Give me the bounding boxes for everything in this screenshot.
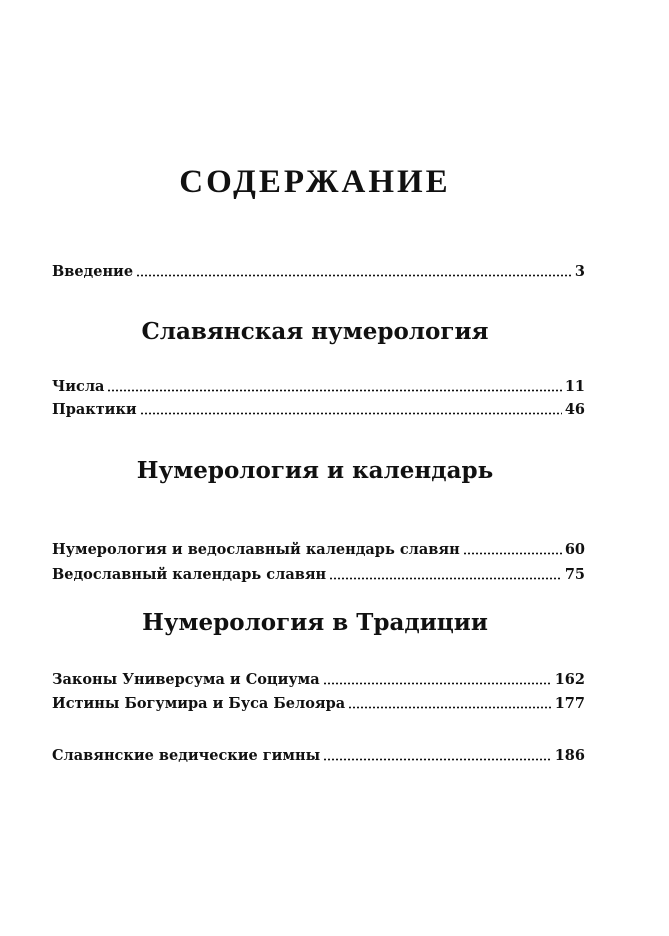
dot-leader — [107, 389, 561, 392]
page-title: СОДЕРЖАНИЕ — [179, 164, 451, 200]
entry-label: Введение — [52, 263, 134, 280]
toc-entry — [52, 565, 585, 585]
entry-page: 3 — [574, 263, 585, 280]
entry-label: Славянские ведические гимны — [52, 747, 321, 764]
entry-page: 11 — [564, 378, 585, 395]
entry-page: 177 — [554, 695, 585, 712]
entry-page: 162 — [554, 671, 585, 688]
entry-label: Числа — [52, 378, 105, 395]
toc-entry — [52, 400, 585, 420]
entry-label: Ведославный календарь славян — [52, 566, 327, 583]
section-heading: Нумерология и календарь — [136, 457, 494, 484]
toc-entry-final — [52, 746, 585, 766]
entry-page: 60 — [564, 541, 585, 558]
dot-leader — [140, 412, 562, 415]
entry-page: 75 — [564, 566, 585, 583]
entry-page: 186 — [554, 747, 585, 764]
dot-leader — [348, 706, 552, 709]
entry-label: Нумерология и ведославный календарь славян — [52, 541, 460, 558]
dot-leader — [323, 758, 552, 761]
entry-label: Истины Богумира и Буса Белояра — [52, 695, 346, 712]
toc-entry — [52, 694, 585, 714]
toc-entry-intro — [52, 262, 585, 282]
dot-leader — [463, 552, 562, 555]
entry-label: Законы Универсума и Социума — [52, 671, 320, 688]
section-heading: Нумерология в Традиции — [142, 609, 488, 636]
section-heading: Славянская нумерология — [141, 318, 489, 345]
entry-label: Практики — [52, 401, 137, 418]
toc-entry — [52, 377, 585, 397]
toc-entry — [52, 540, 585, 560]
dot-leader — [329, 577, 562, 580]
dot-leader — [136, 274, 572, 277]
entry-page: 46 — [564, 401, 585, 418]
dot-leader — [323, 682, 552, 685]
toc-entry — [52, 670, 585, 690]
